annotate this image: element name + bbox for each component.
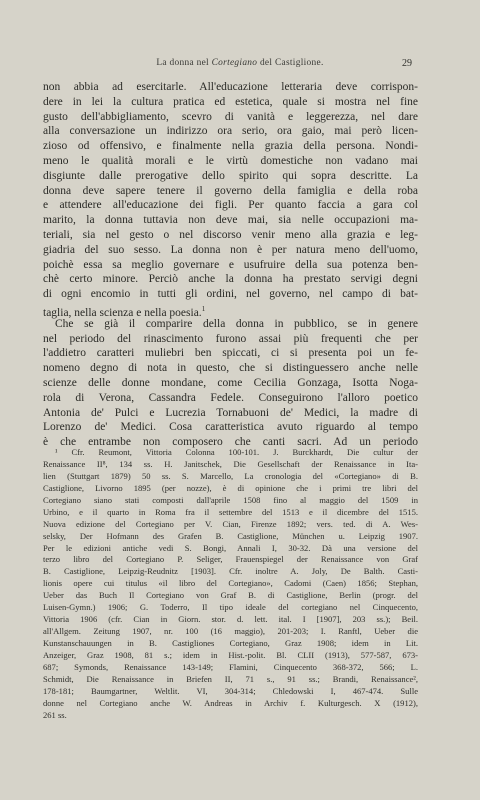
body-line: Che se già il comparire della donna in pubblico, se in genere xyxy=(55,317,418,330)
footnote-line: 687; Symonds, Renaissance 143-149; Flamini, Cinquecento 368-372, 566; L. xyxy=(43,661,418,672)
body-line-text: taglia, nella scienza e nella poesia. xyxy=(43,306,202,319)
footnote-line: Kunstanschauungen in B. Castigliones Cortegiano, Graz 1908; idem in Lit. xyxy=(43,638,418,648)
footnote-line: 178-181; Baumgartner, Weltlit. VI, 304-314; Chledowski I, 467-474. Sulle xyxy=(43,685,418,696)
footnote-line: Vittoria 1906 (cfr. Cian in Giorn. stor. d. lett. ital. I [1907], 203 ss.); Beil. xyxy=(43,614,418,625)
footnote-line: lien (Stuttgart 1879) 50 ss. S. Marcello, La cronologia del «Cortegiano» di B. xyxy=(43,470,418,481)
body-line xyxy=(43,302,418,317)
body-line: teriali, sia nel gesto o nel discorso venir meno alla grazia e leg- xyxy=(43,228,418,241)
footnote-line: Schmidt, Die Renaissance in Briefen II, 71 s., 91 ss.; Brandi, Renaissance², xyxy=(43,673,418,684)
footnote-line: Cortegiano siano stati composti dall'aprile 1508 fino al maggio del 1509 in xyxy=(43,494,418,505)
running-title-prefix: La donna nel xyxy=(156,58,212,68)
body-line: zioso od offensivo, e finalmente nella grazia della persona. Nondi- xyxy=(43,140,418,153)
footnote-line: Castiglione, Livorno 1895 (per nozze), è di opinione che i primi tre libri del xyxy=(43,482,418,493)
footnote-line: ¹ Cfr. Reumont, Vittoria Colonna 100-101. J. Burckhardt, Die cultur der xyxy=(55,447,418,457)
footnote-line: Luisen-Gymn.) 1906; G. Toderro, Il tipo ideale del cortegiano nel Cinquecento, xyxy=(43,602,418,613)
footnote-line: Anzeiger, Graz 1908, 81 s.; idem in Hist.-polit. Bl. CLII (1913), 577-587, 673- xyxy=(43,649,418,660)
body-line: nel periodo del rinascimento furono assai più frequenti che per xyxy=(43,332,418,345)
body-line: donna deve sapere tenere il governo della famiglia e della roba xyxy=(43,184,418,197)
body-line: è che entrambe non composero che canti sacri. Ad un periodo xyxy=(43,436,418,449)
page-header xyxy=(0,58,480,72)
footnote-line: terzo libro del Cortegiano P. Seliger, Frauenspiegel der Renaissance von Graf xyxy=(43,554,418,565)
body-line: e attendere all'educazione dei figli. Per quanto faccia a gara col xyxy=(43,199,418,212)
body-line: l'addietro caratteri muliebri ben spiccati, ci si presenta poi un fe- xyxy=(43,347,418,360)
footnote-line: B. Castiglione, Leipzig-Reudnitz [1903]. Cfr. inoltre A. Joly, De Balth. Casti- xyxy=(43,566,418,577)
running-title-suffix: del Castiglione. xyxy=(257,58,324,68)
footnote-line: Urbino, e il quarto in Roma fra il settembre del 1513 e il dicembre del 1515. xyxy=(43,506,418,517)
body-line: dere in lei la cultura pratica ed estetica, quale si mostra nel fine xyxy=(43,95,418,108)
footnote-line: Nuova edizione del Cortegiano per V. Cian, Firenze 1892; vers. ted. di A. Wes- xyxy=(43,518,418,529)
running-title-italic: Cortegiano xyxy=(211,58,258,68)
body-text xyxy=(43,80,418,450)
page-number: 29 xyxy=(402,58,412,69)
body-line: scienze delle donne mondane, come Cecilia Gonzaga, Isotta Noga- xyxy=(43,376,418,389)
body-line: disgiunte dalle prerogative dello spirito qui sopra descritte. La xyxy=(43,169,418,182)
body-line: poichè essa sa meglio governare e usufruire della sua potenza ben- xyxy=(43,258,418,271)
body-line: nomeno degno di nota in questo, che si distinguessero anche nelle xyxy=(43,362,418,375)
footnotes xyxy=(43,447,418,722)
footnote-line: Renaissance II⁸, 134 ss. H. Janitschek, Die Gesellschaft der Renaissance in Ita- xyxy=(43,458,418,469)
body-line: di ogni encomio in tutti gli ordini, nel governo, nel campo di bat- xyxy=(43,288,418,301)
body-line: alla conversazione un indirizzo ora serio, ora gaio, mai però licen- xyxy=(43,125,418,138)
footnote-line: donne nel Cortegiano anche W. Andreas in Archiv f. Kulturgesch. X (1912), xyxy=(43,697,418,708)
footnote-line: Ueber das Buch Il Cortegiano von Graf B. di Castiglione, Berlin (progr. del xyxy=(43,590,418,601)
body-line: non abbia ad esercitarle. All'educazione letteraria deve corrispon- xyxy=(43,81,418,93)
body-line: marito, la donna tuttavia non deve mai, sia nelle occupazioni ma- xyxy=(43,214,418,227)
body-line: chè certo minore. Perciò anche la donna ha prestato servigi degni xyxy=(43,273,418,286)
footnote-line: selsky, Der Hofmann des Grafen B. Castiglione, München u. Leipzig 1907. xyxy=(43,530,418,541)
footnote-reference: 1 xyxy=(201,304,206,313)
body-line: rola di Verona, Cassandra Fedele. Conseguirono l'alloro poetico xyxy=(43,391,418,404)
footnote-line: 261 ss. xyxy=(43,709,67,720)
body-line: gusto dell'abbigliamento, scevro di vanità e leggerezza, nel dare xyxy=(43,110,418,123)
body-line: meno le qualità morali e le virtù domestiche non vadano mai xyxy=(43,154,418,167)
footnote-line: lionis opere cui titulus «il libro del Cortegiano», Cadomi (Caen) 1856; Stephan, xyxy=(43,578,418,589)
body-line: Lorenzo de' Medici. Cosa caratteristica avuto riguardo al tempo xyxy=(43,421,418,434)
body-line: giadria del suo sesso. La donna non è per natura meno dell'uomo, xyxy=(43,243,418,256)
footnote-line: Per le edizioni antiche vedi S. Bongi, Annali I, 30-32. Dà una versione del xyxy=(43,542,418,553)
body-line: Antonia de' Pulci e Lucrezia Tornabuoni de' Medici, la madre di xyxy=(43,406,418,419)
footnote-line: all'Allgem. Zeitung 1907, nr. 100 (16 maggio), 201-203; I. Ranftl, Ueber die xyxy=(43,626,418,637)
